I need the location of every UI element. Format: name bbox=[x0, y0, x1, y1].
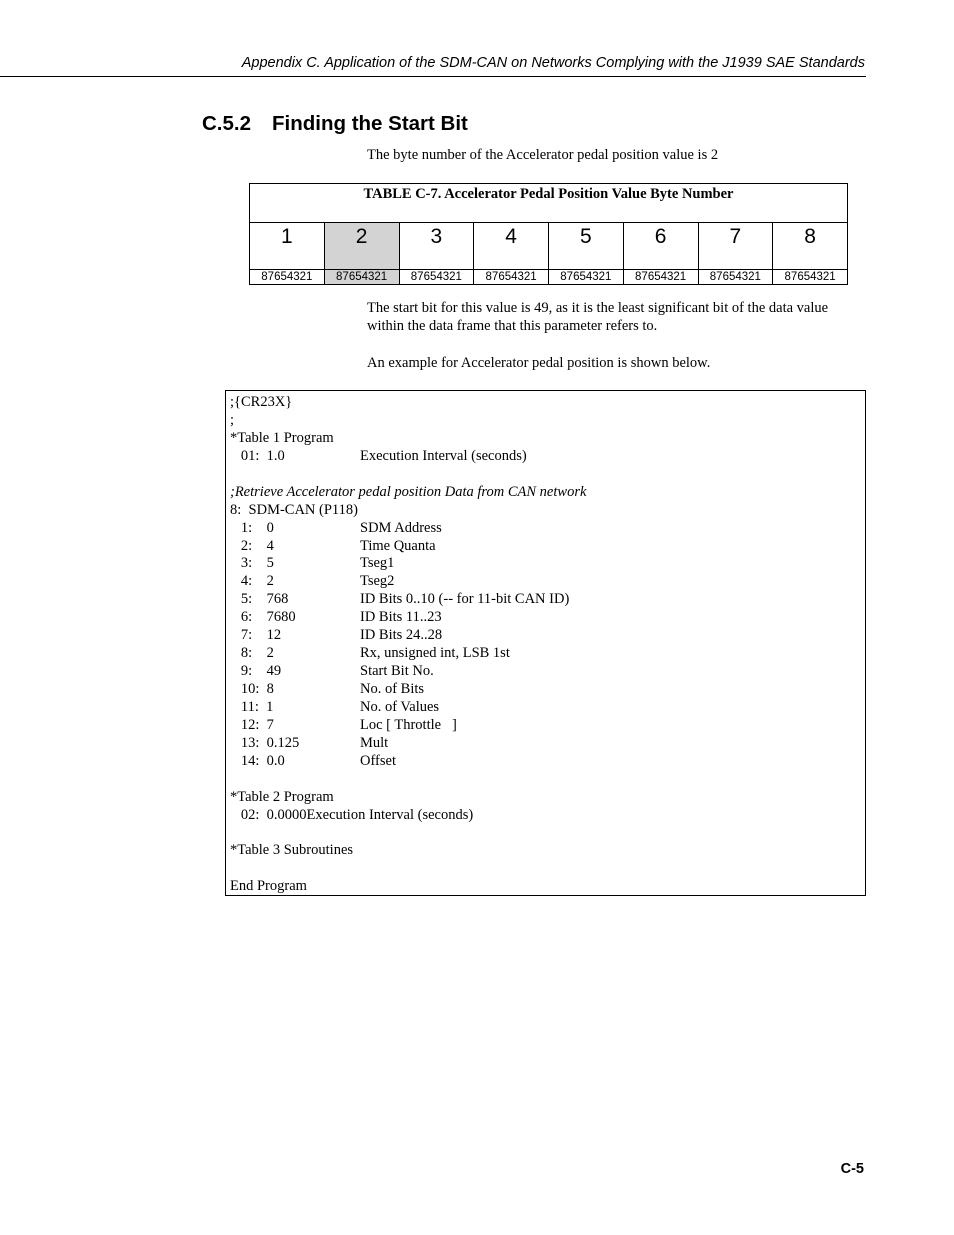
code-line bbox=[230, 448, 865, 466]
byte-cell: 5 bbox=[549, 223, 624, 270]
header-rule bbox=[0, 76, 866, 77]
code-line bbox=[230, 717, 865, 735]
code-description: Time Quanta bbox=[360, 537, 436, 554]
byte-cell: 7 bbox=[698, 223, 773, 270]
code-line: ;{CR23X} bbox=[230, 394, 293, 410]
bit-order-cell: 87654321 bbox=[549, 270, 624, 285]
code-description: ID Bits 24..28 bbox=[360, 627, 443, 644]
code-line: End Program bbox=[230, 878, 307, 895]
byte-number-table bbox=[249, 183, 848, 285]
bit-order-cell: 87654321 bbox=[773, 270, 848, 285]
code-param: 8: 2 bbox=[230, 645, 274, 662]
code-line bbox=[230, 699, 865, 717]
code-line bbox=[230, 555, 865, 573]
byte-cell: 8 bbox=[773, 223, 848, 270]
code-param: 2: 4 bbox=[230, 537, 274, 554]
code-description: ID Bits 11..23 bbox=[360, 609, 442, 626]
code-line: ;Retrieve Accelerator pedal position Data from CAN network bbox=[230, 483, 587, 500]
byte-cell: 1 bbox=[250, 223, 325, 270]
bit-order-cell: 87654321 bbox=[324, 270, 399, 285]
code-param: 11: 1 bbox=[230, 698, 274, 715]
code-param: 7: 12 bbox=[230, 627, 282, 644]
code-line bbox=[230, 591, 865, 609]
code-description: No. of Values bbox=[360, 698, 440, 715]
code-description: Mult bbox=[360, 734, 389, 751]
example-paragraph: An example for Accelerator pedal position is shown below. bbox=[367, 355, 711, 371]
bit-order-cell: 87654321 bbox=[399, 270, 474, 285]
section-heading bbox=[202, 112, 468, 136]
code-param: 13: 0.125 bbox=[230, 734, 300, 751]
page-number: C-5 bbox=[840, 1161, 864, 1177]
code-line bbox=[230, 771, 865, 789]
bit-order-cell: 87654321 bbox=[698, 270, 773, 285]
code-param: 3: 5 bbox=[230, 555, 274, 572]
code-param: 10: 8 bbox=[230, 681, 274, 697]
byte-cell: 2 bbox=[324, 223, 399, 270]
code-line: 8: SDM-CAN (P118) bbox=[230, 501, 358, 518]
code-line: *Table 2 Program bbox=[230, 788, 334, 805]
bit-order-cell: 87654321 bbox=[474, 270, 549, 285]
code-line bbox=[230, 573, 865, 591]
bit-order-row bbox=[250, 270, 848, 285]
code-description: Tseg1 bbox=[360, 555, 395, 572]
section-number: C.5.2 bbox=[202, 112, 251, 135]
program-listing bbox=[225, 390, 866, 896]
code-line bbox=[230, 466, 865, 484]
code-line bbox=[230, 609, 865, 627]
code-line bbox=[230, 538, 865, 556]
byte-cell: 4 bbox=[474, 223, 549, 270]
code-description: SDM Address bbox=[360, 519, 442, 536]
running-header: Appendix C. Application of the SDM-CAN on Networks Complying with the J1939 SAE Standards bbox=[241, 55, 865, 71]
code-line: *Table 3 Subroutines bbox=[230, 842, 354, 859]
code-line bbox=[230, 645, 865, 663]
code-line bbox=[230, 825, 865, 843]
code-param: 14: 0.0 bbox=[230, 752, 285, 769]
code-line bbox=[230, 681, 865, 699]
code-line bbox=[230, 520, 865, 538]
section-title: Finding the Start Bit bbox=[272, 112, 468, 135]
code-line bbox=[230, 663, 865, 681]
code-param: 6: 7680 bbox=[230, 609, 296, 626]
code-description: Execution Interval (seconds) bbox=[360, 447, 527, 464]
byte-number-row bbox=[250, 223, 848, 270]
code-description: ID Bits 0..10 (-- for 11-bit CAN ID) bbox=[360, 591, 570, 608]
intro-paragraph: The byte number of the Accelerator pedal position value is 2 bbox=[367, 147, 719, 163]
code-line bbox=[230, 753, 865, 771]
code-line bbox=[230, 860, 865, 878]
code-param: 12: 7 bbox=[230, 716, 274, 733]
code-description: Tseg2 bbox=[360, 573, 395, 590]
byte-cell: 6 bbox=[623, 223, 698, 270]
code-param: 9: 49 bbox=[230, 663, 282, 680]
code-description: Start Bit No. bbox=[360, 663, 434, 680]
code-line: ; bbox=[230, 411, 235, 428]
code-description: Loc [ Throttle ] bbox=[360, 716, 457, 733]
bit-order-cell: 87654321 bbox=[250, 270, 325, 285]
bit-order-cell: 87654321 bbox=[623, 270, 698, 285]
code-line bbox=[230, 735, 865, 753]
code-description: No. of Bits bbox=[360, 681, 425, 697]
code-description: Offset bbox=[360, 752, 396, 769]
start-bit-paragraph: The start bit for this value is 49, as it is the least significant bit of the data value within the data frame that this parameter refers to. bbox=[367, 300, 829, 334]
code-param: 01: 1.0 bbox=[230, 447, 285, 464]
code-param: 4: 2 bbox=[230, 573, 274, 590]
code-line: 02: 0.0000Execution Interval (seconds) bbox=[230, 806, 474, 823]
code-param: 1: 0 bbox=[230, 519, 274, 536]
table-caption: TABLE C-7. Accelerator Pedal Position Value Byte Number bbox=[250, 184, 848, 223]
code-param: 5: 768 bbox=[230, 591, 289, 608]
code-line: *Table 1 Program bbox=[230, 429, 334, 446]
code-description: Rx, unsigned int, LSB 1st bbox=[360, 645, 510, 662]
code-line bbox=[230, 627, 865, 645]
byte-cell: 3 bbox=[399, 223, 474, 270]
